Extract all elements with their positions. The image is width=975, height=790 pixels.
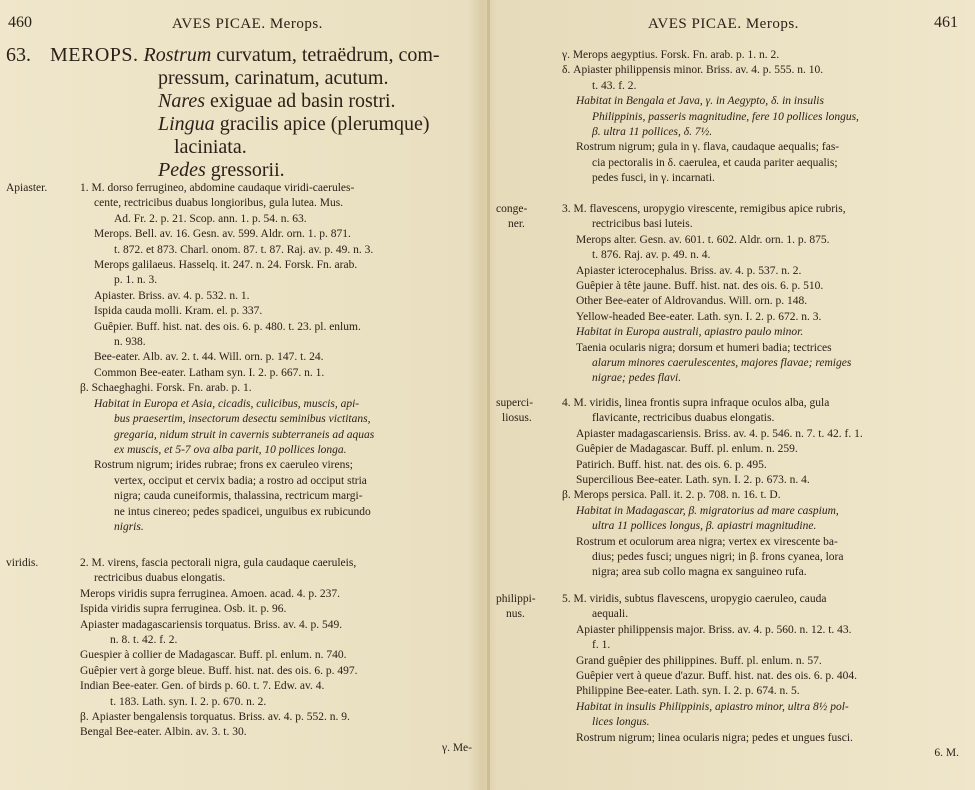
text-line: Merops viridis supra ferruginea. Amoen. acad. 4. p. 237. [80, 587, 340, 600]
text-line: Philippinis, passeris magnitudine, fere 10 pollices longus, [592, 110, 859, 123]
text-line: nigra; cauda cuneiformis, thalassina, rectricum margi- [114, 490, 363, 503]
genus-character-text: laciniata. [174, 136, 247, 158]
text-line: Habitat in Bengala et Java, γ. in Aegypto, δ. in insulis [576, 95, 824, 108]
text-line: β. ultra 11 pollices, δ. 7½. [592, 126, 713, 139]
text-line: Guêpier de Madagascar. Buff. pl. enlum. n. 259. [576, 443, 798, 456]
text-line: t. 43. f. 2. [592, 79, 637, 92]
text-line: Guêpier. Buff. hist. nat. des ois. 6. p. 480. t. 23. pl. enlum. [94, 320, 361, 333]
margin-species-label: Apiaster. [6, 182, 48, 194]
text-line: Philippine Bee-eater. Lath. syn. I. 2. p. 674. n. 5. [576, 685, 800, 698]
text-line: δ. Apiaster philippensis minor. Briss. av. 4. p. 555. n. 10. [562, 64, 824, 77]
text-line: Indian Bee-eater. Gen. of birds p. 60. t. 7. Edw. av. 4. [80, 680, 325, 693]
text-line: Apiaster madagascariensis. Briss. av. 4. p. 546. n. 7. t. 42. f. 1. [576, 427, 863, 440]
text-line: Grand guêpier des philippines. Buff. pl. enlum. n. 57. [576, 654, 822, 667]
species-entry-philippinus [562, 592, 967, 761]
text-line: nigrae; pedes flavi. [592, 372, 682, 385]
margin-species-label: viridis. [6, 557, 39, 569]
text-line: rectricibus duabus elongatis. [94, 572, 226, 585]
margin-species-label [496, 202, 527, 233]
text-line: n. 8. t. 42. f. 2. [110, 634, 178, 647]
text-line: 2. M. virens, fascia pectorali nigra, gula caudaque caeruleis, [80, 557, 357, 569]
text-line: Supercilious Bee-eater. Lath. syn. I. 2. p. 673. n. 4. [576, 474, 810, 487]
text-line: alarum minores caerulescentes, majores flavae; remiges [592, 357, 852, 370]
text-line: cente, rectricibus duabus longioribus, gula lutea. Mus. [94, 197, 344, 210]
genus-heading [6, 44, 476, 182]
text-line: Merops galilaeus. Hasselq. it. 247. n. 24. Forsk. Fn. arab. [94, 259, 358, 272]
text-line: β. Merops persica. Pall. it. 2. p. 708. n. 16. t. D. [562, 489, 781, 502]
text-line: dius; pedes fusci; ungues nigri; in β. frons cyanea, lora [592, 551, 844, 564]
genus-character-text: exiguae ad basin rostri. [210, 90, 396, 112]
text-line: 5. M. viridis, subtus flavescens, uropygio caeruleo, cauda [562, 593, 827, 605]
text-line: γ. Merops aegyptius. Forsk. Fn. arab. p. 1. n. 2. [562, 49, 780, 61]
text-line: Yellow-headed Bee-eater. Lath. syn. I. 2. p. 672. n. 3. [576, 310, 822, 323]
margin-species-label [496, 592, 536, 623]
running-head: AVES PICAE. Merops. [172, 16, 323, 32]
right-page [490, 0, 975, 790]
text-line: Bee-eater. Alb. av. 2. t. 44. Will. orn. p. 147. t. 24. [94, 351, 324, 364]
text-line: aequali. [592, 608, 629, 621]
text-line: t. 876. Raj. av. p. 49. n. 4. [592, 249, 711, 262]
text-line: Ispida cauda molli. Kram. el. p. 337. [94, 305, 263, 318]
margin-label-line: liosus. [502, 412, 532, 425]
text-line: Bengal Bee-eater. Albin. av. 3. t. 30. [80, 726, 247, 739]
text-line: Patirich. Buff. hist. nat. des ois. 6. p. 495. [576, 458, 767, 471]
text-line: pedes fusci, in γ. incarnati. [592, 172, 715, 185]
text-line: Guêpier vert à gorge bleue. Buff. hist. nat. des ois. 6. p. 497. [80, 664, 358, 677]
text-line: Common Bee-eater. Latham syn. I. 2. p. 667. n. 1. [94, 366, 325, 379]
running-head: AVES PICAE. Merops. [648, 16, 799, 32]
text-line: Apiaster icterocephalus. Briss. av. 4. p. 537. n. 2. [576, 264, 802, 277]
genus-character-text: pressum, carinatum, acutum. [158, 67, 389, 89]
text-line: Other Bee-eater of Aldrovandus. Will. orn. p. 148. [576, 295, 808, 308]
genus-character-label: Rostrum [143, 44, 212, 66]
species-entry-superciliosus [562, 396, 967, 581]
text-line: 1. M. dorso ferrugineo, abdomine caudaque viridi-caerules- [80, 182, 355, 194]
text-line: β. Apiaster bengalensis torquatus. Briss. av. 4. p. 552. n. 9. [80, 711, 350, 724]
margin-label-line: conge- [496, 203, 528, 215]
page-number: 460 [8, 14, 32, 31]
text-line: gregaria, nidum struit in cavernis subterraneis ad aquas [114, 428, 375, 441]
text-line: ne intus cinereo; pedes spadicei, unguibus ex rubicundo [114, 505, 371, 518]
text-line: Guêpier vert à queue d'azur. Buff. hist. nat. des ois. 6. p. 404. [576, 670, 857, 683]
catchword: γ. Me- [442, 741, 472, 754]
text-line: Habitat in insulis Philippinis, apiastro minor, ultra 8½ pol- [576, 700, 849, 713]
text-line: Guêpier à tête jaune. Buff. hist. nat. des ois. 6. p. 510. [576, 280, 824, 293]
text-line: Ispida viridis supra ferruginea. Osb. it. p. 96. [80, 603, 287, 616]
text-line: Habitat in Europa australi, apiastro paulo minor. [576, 326, 804, 339]
genus-character-text: gracilis apice (plerumque) [219, 113, 430, 135]
genus-character-label: Lingua [158, 113, 215, 135]
text-line: nigra; area sub collo magna ex sanguineo rufa. [592, 566, 807, 579]
species-entry-varieties [562, 48, 967, 187]
text-line: Merops. Bell. av. 16. Gesn. av. 599. Aldr. orn. 1. p. 871. [94, 228, 351, 241]
text-line: Taenia ocularis nigra; dorsum et humeri badia; tectrices [576, 341, 832, 354]
genus-character-text: curvatum, tetraëdrum, com- [216, 44, 440, 66]
margin-label-line: nus. [506, 608, 525, 621]
genus-name: MEROPS. [50, 44, 139, 66]
text-line: Rostrum nigrum; gula in γ. flava, caudaque aequalis; fas- [576, 141, 840, 154]
text-line: Merops alter. Gesn. av. 601. t. 602. Aldr. orn. 1. p. 875. [576, 233, 830, 246]
text-line: n. 938. [114, 336, 146, 349]
text-line: lices longus. [592, 716, 650, 729]
text-line: rectricibus basi luteis. [592, 218, 693, 231]
text-line: Rostrum nigrum; irides rubrae; frons ex caeruleo virens; [94, 459, 353, 472]
text-line: cia pectoralis in δ. caerulea, et cauda pariter aequalis; [592, 156, 838, 169]
text-line: t. 183. Lath. syn. I. 2. p. 670. n. 2. [110, 695, 267, 708]
text-line: Apiaster madagascariensis torquatus. Briss. av. 4. p. 549. [80, 618, 343, 631]
text-line: t. 872. et 873. Charl. onom. 87. t. 87. Raj. av. p. 49. n. 3. [114, 243, 374, 256]
text-line: Rostrum nigrum; linea ocularis nigra; pedes et ungues fusci. [576, 731, 853, 744]
text-line: Ad. Fr. 2. p. 21. Scop. ann. 1. p. 54. n. 63. [114, 212, 307, 225]
genus-character-label: Nares [158, 90, 206, 112]
text-line: vertex, occiput et cervix badia; a rostro ad occiput stria [114, 474, 367, 487]
text-line: f. 1. [592, 639, 611, 652]
text-line: 4. M. viridis, linea frontis supra infraque oculos alba, gula [562, 397, 830, 409]
genus-character-label: Pedes [158, 159, 206, 181]
text-line: flavicante, rectricibus duabus elongatis. [592, 412, 775, 425]
text-line: p. 1. n. 3. [114, 274, 158, 287]
margin-label-line: philippi- [496, 593, 536, 605]
text-line: Apiaster. Briss. av. 4. p. 532. n. 1. [94, 289, 250, 302]
margin-label-line: superci- [496, 397, 534, 409]
margin-species-label [496, 396, 533, 427]
text-line: Apiaster philippensis major. Briss. av. 4. p. 560. n. 12. t. 43. [576, 623, 852, 636]
text-line: ex muscis, et 5-7 ova alba parit, 10 pollices longa. [114, 443, 347, 456]
text-line: Rostrum et oculorum area nigra; vertex ex virescente ba- [576, 535, 838, 548]
species-entry-viridis [80, 556, 480, 756]
text-line: bus praesertim, insectorum desectu seminibus victitans, [114, 413, 371, 426]
catchword: 6. M. [934, 747, 959, 760]
text-line: 3. M. flavescens, uropygio virescente, remigibus apice rubris, [562, 203, 846, 215]
text-line: ultra 11 pollices longus, β. apiastri magnitudine. [592, 520, 817, 533]
text-line: Habitat in Europa et Asia, cicadis, culicibus, muscis, api- [94, 397, 360, 410]
text-line: β. Schaeghaghi. Forsk. Fn. arab. p. 1. [80, 382, 252, 395]
genus-character-text: gressorii. [210, 159, 285, 181]
margin-label-line: ner. [508, 218, 525, 231]
text-line: Guespier à collier de Madagascar. Buff. pl. enlum. n. 740. [80, 649, 347, 662]
species-entry-congener [562, 202, 967, 387]
page-number: 461 [934, 14, 958, 31]
species-entry-apiaster [80, 181, 480, 535]
genus-number: 63. [6, 44, 31, 66]
text-line: nigris. [114, 520, 144, 533]
text-line: Habitat in Madagascar, β. migratorius ad mare caspium, [576, 504, 839, 517]
